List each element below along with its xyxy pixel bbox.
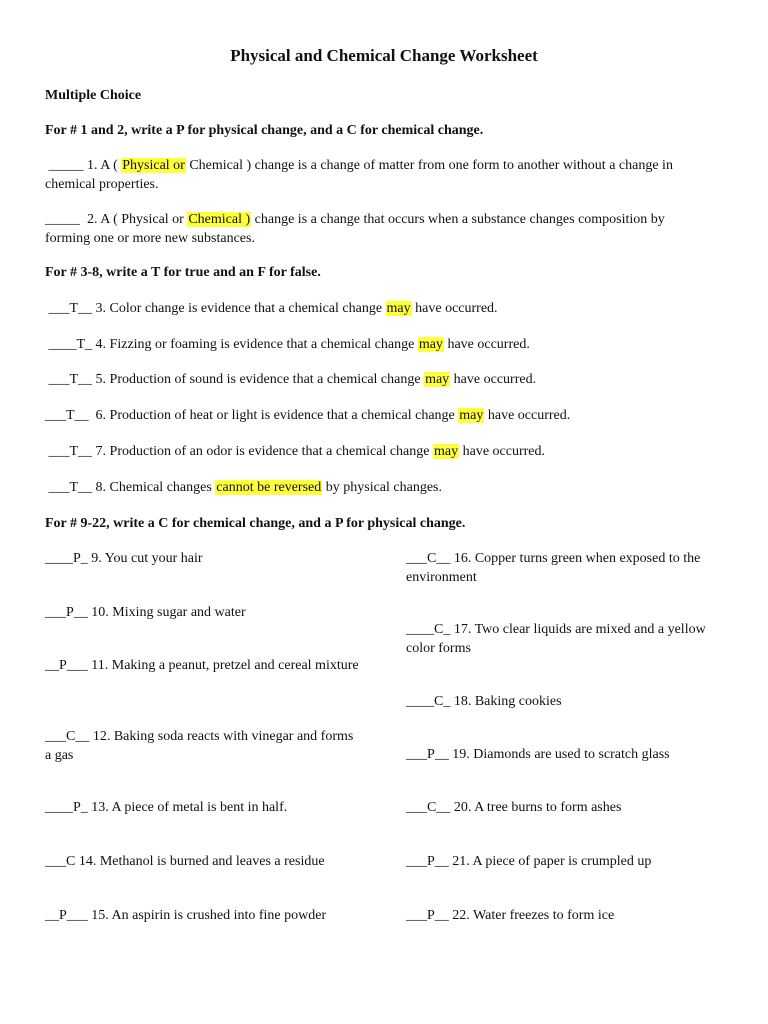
highlight-may: may (386, 301, 411, 316)
question-15: __P___ 15. An aspirin is crushed into fine powder (45, 908, 327, 923)
tf-question-6: ___T__ 6. Production of heat or light is evidence that a chemical change may have occurred. (45, 408, 571, 423)
question-16: ___C__ 16. Copper turns green when exposed to the environment (406, 551, 701, 585)
instruction-9-22: For # 9-22, write a C for chemical change, and a P for physical change. (45, 516, 466, 531)
question-9: ____P_ 9. You cut your hair (45, 551, 203, 566)
section-heading-multiple-choice: Multiple Choice (45, 88, 142, 103)
answer-blank-2: _____ (45, 212, 80, 227)
highlight-physical-or: Physical or (122, 158, 185, 173)
answer-blank-1: _____ (48, 158, 84, 173)
instruction-1-2: For # 1 and 2, write a P for physical change, and a C for chemical change. (45, 123, 484, 138)
question-20: ___C__ 20. A tree burns to form ashes (406, 800, 622, 815)
question-1: _____ 1. A ( Physical or Chemical ) change is a change of matter from one form to another without a change in chemical properties. (45, 158, 673, 192)
highlight-may: may (418, 337, 443, 352)
highlight-may: may (434, 444, 459, 459)
highlight-may: may (459, 408, 484, 423)
question-22: ___P__ 22. Water freezes to form ice (406, 908, 615, 923)
question-14: ___C 14. Methanol is burned and leaves a residue (45, 854, 325, 869)
question-13: ____P_ 13. A piece of metal is bent in half. (45, 800, 288, 815)
tf-question-4: ____T_ 4. Fizzing or foaming is evidence that a chemical change may have occurred. (45, 337, 530, 352)
tf-question-8: ___T__ 8. Chemical changes cannot be reversed by physical changes. (45, 480, 442, 495)
question-19: ___P__ 19. Diamonds are used to scratch glass (406, 747, 670, 762)
highlight-cannot-be-reversed: cannot be reversed (216, 480, 322, 495)
highlight-chemical: Chemical ) (188, 212, 251, 227)
highlight-may: may (425, 372, 450, 387)
question-21: ___P__ 21. A piece of paper is crumpled up (406, 854, 652, 869)
question-2: _____ 2. A ( Physical or Chemical ) change is a change that occurs when a substance changes composition by forming one or more new substances. (45, 212, 665, 246)
page-title: Physical and Chemical Change Worksheet (230, 46, 538, 65)
tf-question-3: ___T__ 3. Color change is evidence that a chemical change may have occurred. (45, 301, 498, 316)
question-11: __P___ 11. Making a peanut, pretzel and cereal mixture (45, 658, 359, 673)
question-10: ___P__ 10. Mixing sugar and water (45, 605, 246, 620)
question-17: ____C_ 17. Two clear liquids are mixed and a yellow color forms (406, 622, 706, 656)
question-18: ____C_ 18. Baking cookies (406, 694, 562, 709)
instruction-3-8: For # 3-8, write a T for true and an F for false. (45, 265, 321, 280)
tf-question-5: ___T__ 5. Production of sound is evidence that a chemical change may have occurred. (45, 372, 537, 387)
tf-question-7: ___T__ 7. Production of an odor is evidence that a chemical change may have occurred. (45, 444, 546, 459)
question-12: ___C__ 12. Baking soda reacts with vinegar and forms a gas (45, 729, 354, 763)
